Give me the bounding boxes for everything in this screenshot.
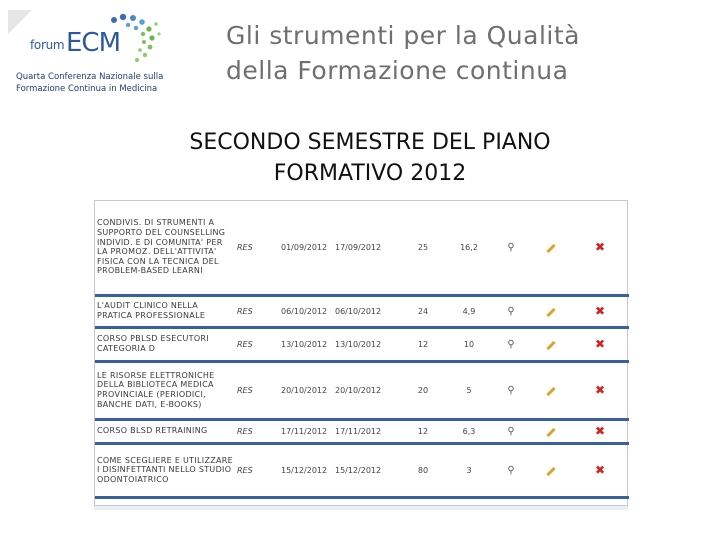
credits: 6,3 [447, 419, 491, 443]
page-title [226, 18, 706, 88]
delete-x-icon: ✖ [594, 304, 606, 318]
course-type: RES [235, 443, 279, 497]
table-row [95, 295, 629, 327]
view-button[interactable] [491, 419, 531, 443]
view-button[interactable] [491, 443, 531, 497]
delete-x-icon: ✖ [594, 240, 606, 255]
table-row [95, 443, 629, 497]
view-button[interactable] [491, 327, 531, 361]
participants: 25 [399, 201, 447, 295]
forum-ecm-logo [16, 10, 206, 100]
course-title: CONDIVIS. DI STRUMENTI A SUPPORTO DEL COUNSELLING INDIVID. E DI COMUNITA' PER LA PROMOZ. DELL'ATTIVITA' FISICA CON LA TECNICA DEL PROBLEM-BASED LEARNI [95, 201, 235, 295]
pencil-icon [546, 427, 555, 436]
credits: 3 [447, 443, 491, 497]
end-date: 13/10/2012 [333, 327, 399, 361]
end-date: 17/09/2012 [333, 201, 399, 295]
participants: 12 [399, 327, 447, 361]
heading-line-2: FORMATIVO 2012 [273, 161, 467, 186]
title-line-2: della Formazione continua [226, 56, 569, 85]
delete-button[interactable] [571, 419, 629, 443]
delete-button[interactable] [571, 443, 629, 497]
start-date: 20/10/2012 [279, 361, 333, 419]
start-date: 13/10/2012 [279, 327, 333, 361]
participants: 24 [399, 295, 447, 327]
table-row [95, 361, 629, 419]
table-row [95, 327, 629, 361]
course-title: L'AUDIT CLINICO NELLA PRATICA PROFESSIONALE [95, 295, 235, 327]
pencil-icon [546, 386, 555, 395]
delete-x-icon: ✖ [594, 463, 606, 477]
end-date: 17/11/2012 [333, 419, 399, 443]
heading-line-1: SECONDO SEMESTRE DEL PIANO [189, 130, 551, 155]
magnifier-icon: ⚲ [507, 384, 515, 396]
delete-x-icon: ✖ [594, 337, 606, 351]
end-date: 20/10/2012 [333, 361, 399, 419]
title-line-1: Gli strumenti per la Qualità [226, 21, 580, 50]
credits: 10 [447, 327, 491, 361]
magnifier-icon: ⚲ [507, 338, 515, 350]
credits: 4,9 [447, 295, 491, 327]
view-button[interactable] [491, 295, 531, 327]
delete-x-icon: ✖ [594, 424, 606, 438]
logo-forum-text: forum [30, 38, 65, 52]
end-date: 15/12/2012 [333, 443, 399, 497]
view-button[interactable] [491, 361, 531, 419]
edit-button[interactable] [531, 443, 571, 497]
course-type: RES [235, 295, 279, 327]
start-date: 06/10/2012 [279, 295, 333, 327]
course-type: RES [235, 201, 279, 295]
edit-button[interactable] [531, 327, 571, 361]
delete-button[interactable] [571, 361, 629, 419]
course-title: CORSO PBLSD ESECUTORI CATEGORIA D [95, 327, 235, 361]
magnifier-icon: ⚲ [507, 425, 515, 437]
course-title: LE RISORSE ELETTRONICHE DELLA BIBLIOTECA MEDICA PROVINCIALE (PERIODICI, BANCHE DATI, E-BOOKS) [95, 361, 235, 419]
course-title: COME SCEGLIERE E UTILIZZARE I DISINFETTANTI NELLO STUDIO ODONTOIATRICO [95, 443, 235, 497]
magnifier-icon: ⚲ [507, 464, 515, 476]
pencil-icon [546, 466, 555, 475]
start-date: 17/11/2012 [279, 419, 333, 443]
delete-button[interactable] [571, 295, 629, 327]
table-bottom-edge [94, 506, 628, 510]
edit-button[interactable] [531, 201, 571, 295]
edit-button[interactable] [531, 361, 571, 419]
course-title: CORSO BLSD RETRAINING [95, 419, 235, 443]
pencil-icon [546, 307, 555, 316]
start-date: 15/12/2012 [279, 443, 333, 497]
delete-x-icon: ✖ [594, 383, 606, 397]
participants: 80 [399, 443, 447, 497]
delete-button[interactable] [571, 327, 629, 361]
start-date: 01/09/2012 [279, 201, 333, 295]
edit-button[interactable] [531, 419, 571, 443]
training-plan-grid [95, 201, 629, 499]
pencil-icon [546, 340, 555, 349]
training-plan-table [94, 200, 628, 506]
participants: 20 [399, 361, 447, 419]
table-row [95, 201, 629, 295]
credits: 16,2 [447, 201, 491, 295]
end-date: 06/10/2012 [333, 295, 399, 327]
delete-button[interactable] [571, 201, 629, 295]
participants: 12 [399, 419, 447, 443]
logo-subtitle-line1: Quarta Conferenza Nazionale sulla [16, 72, 164, 82]
course-type: RES [235, 361, 279, 419]
view-button[interactable] [491, 201, 531, 295]
edit-button[interactable] [531, 295, 571, 327]
course-type: RES [235, 419, 279, 443]
credits: 5 [447, 361, 491, 419]
logo-subtitle-line2: Formazione Continua in Medicina [16, 84, 158, 94]
table-row [95, 419, 629, 443]
pencil-icon [546, 244, 555, 253]
magnifier-icon: ⚲ [507, 241, 515, 253]
section-heading [100, 127, 640, 189]
magnifier-icon: ⚲ [507, 305, 515, 317]
logo-ecm-text: ECM [66, 28, 121, 58]
course-type: RES [235, 327, 279, 361]
